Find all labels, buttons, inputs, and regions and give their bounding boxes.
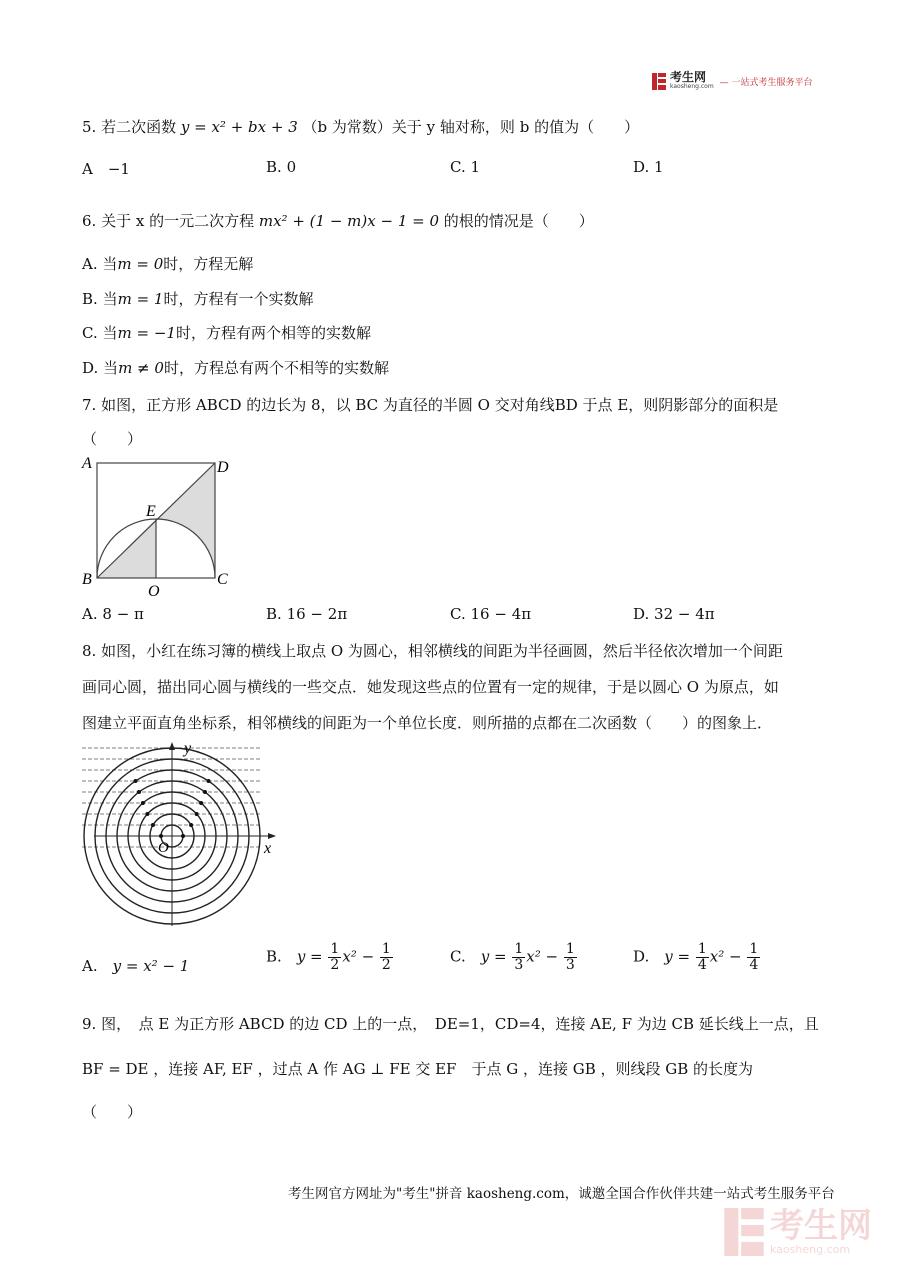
q8-marked-point xyxy=(189,823,193,827)
header-logo xyxy=(652,72,813,90)
q7-label-o: O xyxy=(148,583,160,600)
q7-option-b[interactable]: B. 16 − 2π xyxy=(266,605,348,623)
q8-figure xyxy=(78,738,278,930)
q8-marked-point xyxy=(195,812,199,816)
q7-option-d[interactable]: D. 32 − 4π xyxy=(633,605,715,623)
q8-y-arrow-icon xyxy=(169,742,175,750)
q8-label-y: y xyxy=(184,740,192,757)
q6-option-d[interactable]: D. 当m ≠ 0时，方程总有两个不相等的实数解 xyxy=(82,359,389,377)
logo-name: 考生网 xyxy=(670,70,707,84)
q5-option-a[interactable]: A −1 xyxy=(82,160,130,178)
q7-figure xyxy=(80,452,240,602)
q8-option-d[interactable]: D. y = $\frac{1}{4}$ x² − $\frac{1}{4}$ xyxy=(633,941,759,973)
watermark-name: 考生网 xyxy=(770,1205,872,1246)
q6-option-b[interactable]: B. 当m = 1时，方程有一个实数解 xyxy=(82,290,314,308)
q7-label-b: B xyxy=(82,571,92,588)
q5-option-b[interactable]: B. 0 xyxy=(266,158,297,176)
watermark-url: kaosheng.com xyxy=(770,1242,851,1256)
question-7: 7. 如图，正方形 ABCD 的边长为 8，以 BC 为直径的半圆 O 交对角线BD 于点 E，则阴影部分的面积是 xyxy=(82,396,779,414)
q8-marked-point xyxy=(199,801,203,805)
q8-marked-point xyxy=(203,790,207,794)
question-6: 6. 关于 x 的一元二次方程 mx² + (1 − m)x − 1 = 0 的根的情况是（ ） xyxy=(82,212,594,230)
question-9-line-2: BF = DE ，连接 AF, EF ，过点 A 作 AG ⊥ FE 交 EF 于点 G ，连接 GB ，则线段 GB 的长度为 xyxy=(82,1060,754,1078)
question-8-line-3: 图建立平面直角坐标系，相邻横线的间距为一个单位长度．则所描的点都在二次函数（ ）的图象上． xyxy=(82,714,773,732)
q6-option-a[interactable]: A. 当m = 0时，方程无解 xyxy=(82,255,254,273)
q8-marked-point xyxy=(134,779,138,783)
q8-marked-point xyxy=(206,779,210,783)
q5-option-c[interactable]: C. 1 xyxy=(450,158,481,176)
watermark-logo-icon xyxy=(724,1208,764,1256)
logo-url: kaosheng.com xyxy=(670,83,714,90)
q8-option-a[interactable]: A. y = x² − 1 xyxy=(82,957,190,975)
q5-option-d[interactable]: D. 1 xyxy=(633,158,664,176)
q6-option-c[interactable]: C. 当m = −1时，方程有两个相等的实数解 xyxy=(82,324,371,342)
q7-paren: （ ） xyxy=(82,430,143,448)
q7-label-d: D xyxy=(217,459,229,476)
q5-formula: y = x² + bx + 3 xyxy=(180,118,298,136)
q8-option-c[interactable]: C. y = $\frac{1}{3}$ x² − $\frac{1}{3}$ xyxy=(450,941,575,973)
q8-marked-point xyxy=(151,823,155,827)
q7-label-e: E xyxy=(146,503,156,520)
q8-marked-point xyxy=(141,801,145,805)
q7-option-c[interactable]: C. 16 − 4π xyxy=(450,605,532,623)
q8-marked-point xyxy=(145,812,149,816)
q6-formula: mx² + (1 − m)x − 1 = 0 xyxy=(258,212,440,230)
q7-label-a: A xyxy=(82,455,92,472)
q8-marked-point xyxy=(137,790,141,794)
q8-option-b[interactable]: B. y = $\frac{1}{2}$ x² − $\frac{1}{2}$ xyxy=(266,941,391,973)
q8-label-origin: O xyxy=(158,840,169,856)
question-9-line-1: 9. 图， 点 E 为正方形 ABCD 的边 CD 上的一点， DE=1，CD=4，连接 AE, F 为边 CB 延长线上一点，且 xyxy=(82,1015,819,1033)
question-8-line-1: 8. 如图，小红在练习簿的横线上取点 O 为圆心，相邻横线的间距为半径画圆，然后半径依次增加一个间距 xyxy=(82,642,783,660)
q7-option-a[interactable]: A. 8 − π xyxy=(82,605,144,623)
q8-marked-point xyxy=(159,834,163,838)
question-8-line-2: 画同心圆，描出同心圆与横线的一些交点．她发现这些点的位置有一定的规律，于是以圆心 O 为原点，如 xyxy=(82,678,779,696)
question-5: 5. 若二次函数 y = x² + bx + 3 （b 为常数）关于 y 轴对称，则 b 的值为（ ） xyxy=(82,118,640,136)
q9-paren: （ ） xyxy=(82,1103,143,1121)
footer-text: 考生网官方网址为"考生"拼音 kaosheng.com，诚邀全国合作伙伴共建一站式考生服务平台 xyxy=(288,1186,835,1202)
q8-x-arrow-icon xyxy=(268,833,276,839)
logo-slogan: — 一站式考生服务平台 xyxy=(719,77,813,88)
kaosheng-logo-icon xyxy=(652,73,666,90)
watermark xyxy=(724,1205,872,1256)
q8-marked-point xyxy=(181,834,185,838)
q8-label-x: x xyxy=(264,840,272,857)
q7-label-c: C xyxy=(217,571,228,588)
